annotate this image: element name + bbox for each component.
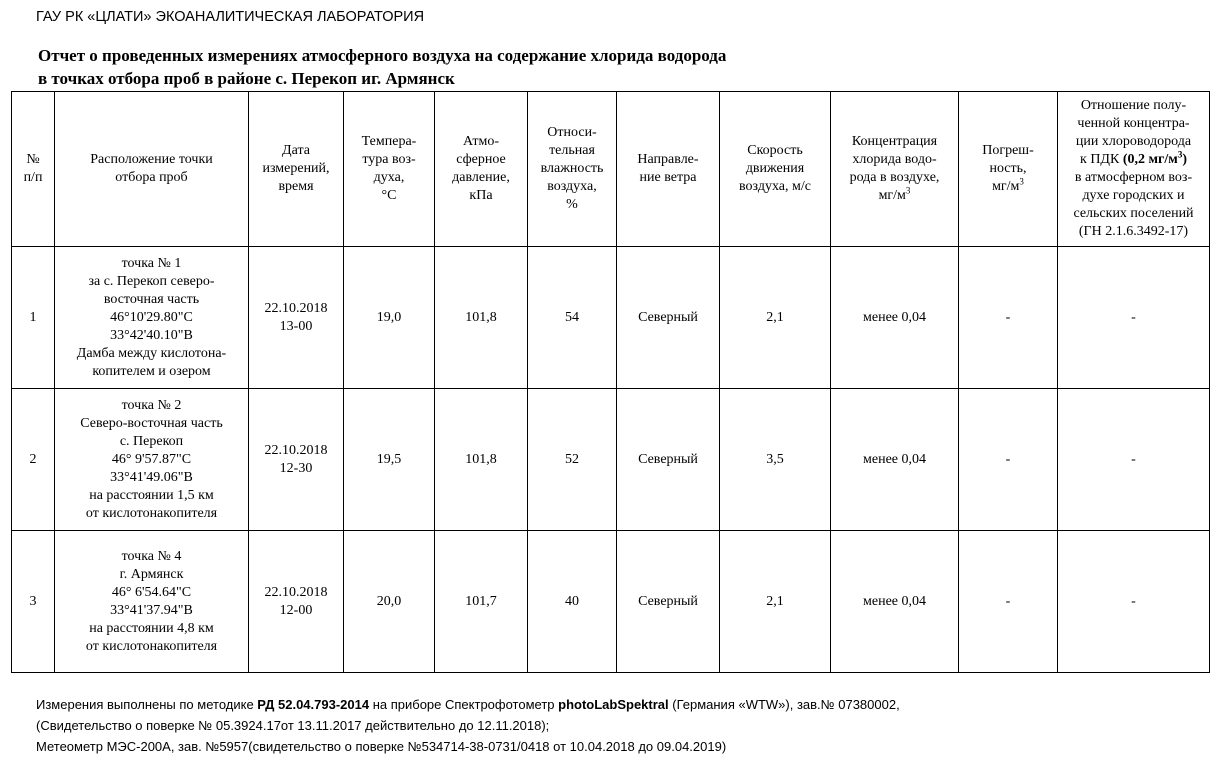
footer-line-1 (36, 694, 900, 715)
cell-error: - (959, 247, 1058, 389)
cell-concentration: менее 0,04 (831, 247, 959, 389)
header-datetime: Дата измерений, время (249, 92, 344, 247)
cell-num: 2 (12, 389, 55, 531)
table-row (12, 389, 1210, 531)
cell-pressure: 101,7 (435, 531, 528, 673)
footer-device: photoLabSpektral (558, 697, 669, 712)
footer-line-2: (Свидетельство о поверке № 05.3924.17от 13.11.2017 действительно до 12.11.2018); (36, 718, 550, 733)
header-error-text: Погреш- ность, мг/м (982, 143, 1034, 194)
footer-line-1-device-intro: на приборе Спектрофотометр (369, 697, 559, 712)
cell-temperature: 20,0 (344, 531, 435, 673)
cell-error: - (959, 531, 1058, 673)
report-title (38, 44, 726, 90)
header-ratio-pdk-sup: 3 (1177, 149, 1183, 160)
cell-wind-speed: 2,1 (720, 531, 831, 673)
header-error (959, 92, 1058, 247)
cell-wind-direction: Северный (617, 247, 720, 389)
cell-concentration: менее 0,04 (831, 389, 959, 531)
cell-concentration: менее 0,04 (831, 531, 959, 673)
cell-ratio: - (1058, 247, 1210, 389)
cell-wind-direction: Северный (617, 531, 720, 673)
cell-datetime: 22.10.2018 12-30 (249, 389, 344, 531)
header-concentration-sup: 3 (905, 185, 911, 196)
header-num: № п/п (12, 92, 55, 247)
header-ratio-text: Отношение полу- ченной концентра- ции хлороводорода к ПДК (1075, 98, 1192, 167)
cell-error: - (959, 389, 1058, 531)
measurements-table (11, 91, 1210, 673)
header-ratio (1058, 92, 1210, 247)
cell-datetime: 22.10.2018 12-00 (249, 531, 344, 673)
header-temperature: Темпера- тура воз- духа, °С (344, 92, 435, 247)
footer-line-1-intro: Измерения выполнены по методике (36, 697, 258, 712)
cell-pressure: 101,8 (435, 389, 528, 531)
cell-ratio: - (1058, 531, 1210, 673)
cell-wind-speed: 2,1 (720, 247, 831, 389)
cell-num: 1 (12, 247, 55, 389)
cell-wind-direction: Северный (617, 389, 720, 531)
header-concentration (831, 92, 959, 247)
header-humidity: Относи- тельная влажность воздуха, % (528, 92, 617, 247)
cell-ratio: - (1058, 389, 1210, 531)
cell-num: 3 (12, 531, 55, 673)
header-concentration-text: Концентрация хлорида водо- рода в воздухе, мг/м (849, 134, 940, 203)
cell-temperature: 19,5 (344, 389, 435, 531)
table-row (12, 531, 1210, 673)
organization-header: ГАУ РК «ЦЛАТИ» ЭКОАНАЛИТИЧЕСКАЯ ЛАБОРАТОРИЯ (36, 9, 425, 25)
footer-method: РД 52.04.793-2014 (257, 697, 370, 712)
footer-line-3: Метеометр МЭС-200А, зав. №5957(свидетельство о поверке №534714-38-0731/0418 от 10.04.2018 до 09.04.2019) (36, 739, 727, 754)
cell-humidity: 54 (528, 247, 617, 389)
cell-wind-speed: 3,5 (720, 389, 831, 531)
cell-location: точка № 1 за с. Перекоп северо- восточная часть 46°10'29.80"С 33°42'40.10"В Дамба между кислотона- копителем и озером (55, 247, 249, 389)
header-error-sup: 3 (1019, 176, 1024, 187)
header-ratio-pdk (1122, 149, 1187, 167)
report-title-line-1: Отчет о проведенных измерениях атмосферного воздуха на содержание хлорида водорода (38, 46, 727, 65)
header-wind-direction: Направле- ние ветра (617, 92, 720, 247)
table-header-row (12, 92, 1210, 247)
header-wind-speed: Скорость движения воздуха, м/с (720, 92, 831, 247)
report-title-line-2: в точках отбора проб в районе с. Перекоп иг. Армянск (38, 69, 455, 88)
table-row (12, 247, 1210, 389)
header-ratio-rest: в атмосферном воз- духе городских и сельских поселений (ГН 2.1.6.3492-17) (1073, 170, 1194, 239)
footer-notes (36, 694, 900, 757)
cell-location: точка № 2 Северо-восточная часть с. Перекоп 46° 9'57.87"С 33°41'49.06"В на расстоянии 1,5 км от кислотонакопителя (55, 389, 249, 531)
cell-humidity: 52 (528, 389, 617, 531)
header-location: Расположение точки отбора проб (55, 92, 249, 247)
cell-temperature: 19,0 (344, 247, 435, 389)
cell-datetime: 22.10.2018 13-00 (249, 247, 344, 389)
cell-pressure: 101,8 (435, 247, 528, 389)
header-ratio-pdk-value: (0,2 мг/м (1122, 152, 1178, 167)
header-pressure: Атмо- сферное давление, кПа (435, 92, 528, 247)
header-ratio-pdk-close: ) (1182, 152, 1187, 167)
cell-location: точка № 4 г. Армянск 46° 6'54.64"С 33°41'37.94"В на расстоянии 4,8 км от кислотонакопителя (55, 531, 249, 673)
footer-line-1-tail: (Германия «WTW»), зав.№ 07380002, (668, 697, 900, 712)
cell-humidity: 40 (528, 531, 617, 673)
